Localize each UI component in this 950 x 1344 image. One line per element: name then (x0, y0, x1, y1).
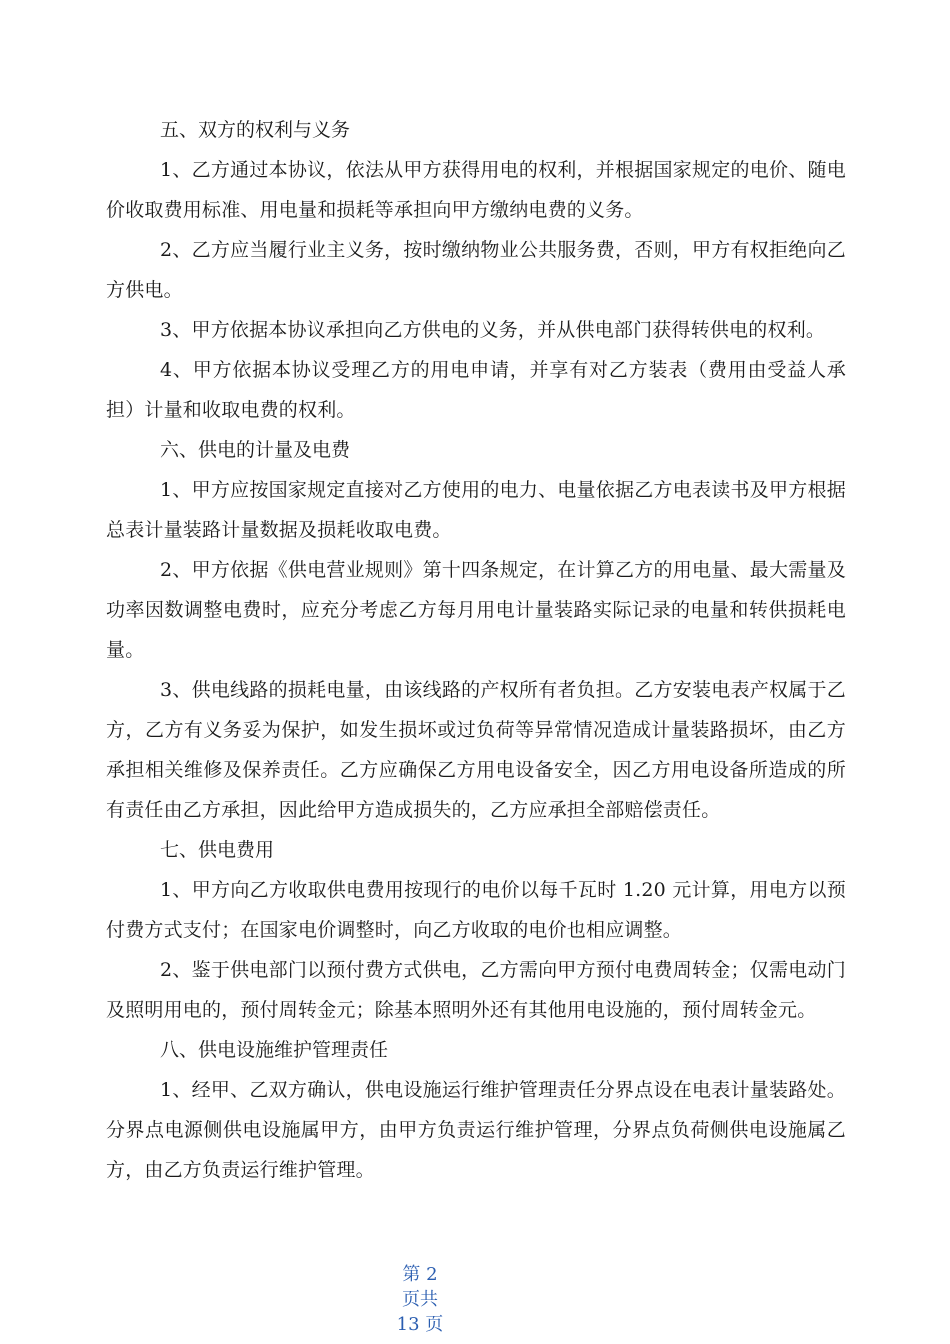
paragraph: 4、甲方依据本协议受理乙方的用电申请，并享有对乙方装表（费用由受益人承担）计量和收取电费的权利。 (106, 359, 846, 421)
paragraph: 1、甲方应按国家规定直接对乙方使用的电力、电量依据乙方电表读书及甲方根据总表计量装路计量数据及损耗收取电费。 (106, 479, 846, 541)
section-heading: 六、供电的计量及电费 (160, 439, 351, 461)
section-heading: 五、双方的权利与义务 (160, 119, 351, 141)
paragraph: 3、供电线路的损耗电量，由该线路的产权所有者负担。乙方安装电表产权属于乙方，乙方有义务妥为保护，如发生损坏或过负荷等异常情况造成计量装路损坏，由乙方承担相关维修及保养责任。乙方应确保乙方用电设备安全，因乙方用电设备所造成的所有责任由乙方承担，因此给甲方造成损失的，乙方应承担全部赔偿责任。 (106, 679, 846, 821)
paragraph: 3、甲方依据本协议承担向乙方供电的义务，并从供电部门获得转供电的权利。 (160, 319, 826, 341)
paragraph: 1、乙方通过本协议，依法从甲方获得用电的权利，并根据国家规定的电价、随电价收取费用标准、用电量和损耗等承担向甲方缴纳电费的义务。 (106, 159, 846, 221)
paragraph: 1、经甲、乙双方确认，供电设施运行维护管理责任分界点设在电表计量装路处。分界点电源侧供电设施属甲方，由甲方负责运行维护管理，分界点负荷侧供电设施属乙方，由乙方负责运行维护管理。 (106, 1079, 846, 1181)
paragraph: 1、甲方向乙方收取供电费用按现行的电价以每千瓦时 1.20 元计算，用电方以预付费方式支付；在国家电价调整时，向乙方收取的电价也相应调整。 (106, 879, 846, 941)
page-number-footer (390, 1262, 450, 1337)
paragraph: 2、鉴于供电部门以预付费方式供电，乙方需向甲方预付电费周转金；仅需电动门及照明用电的，预付周转金元；除基本照明外还有其他用电设施的，预付周转金元。 (106, 959, 846, 1021)
page-number-line: 页共 (402, 1289, 438, 1310)
section-heading: 七、供电费用 (160, 839, 275, 861)
section-heading: 八、供电设施维护管理责任 (160, 1039, 389, 1061)
paragraph: 2、乙方应当履行业主义务，按时缴纳物业公共服务费，否则，甲方有权拒绝向乙方供电。 (106, 239, 846, 301)
page-number-line: 13 页 (396, 1314, 444, 1335)
document-body (106, 110, 846, 1190)
page-number-line: 第 2 (402, 1264, 438, 1285)
paragraph: 2、甲方依据《供电营业规则》第十四条规定，在计算乙方的用电量、最大需量及功率因数调整电费时，应充分考虑乙方每月用电计量装路实际记录的电量和转供损耗电量。 (106, 559, 846, 661)
